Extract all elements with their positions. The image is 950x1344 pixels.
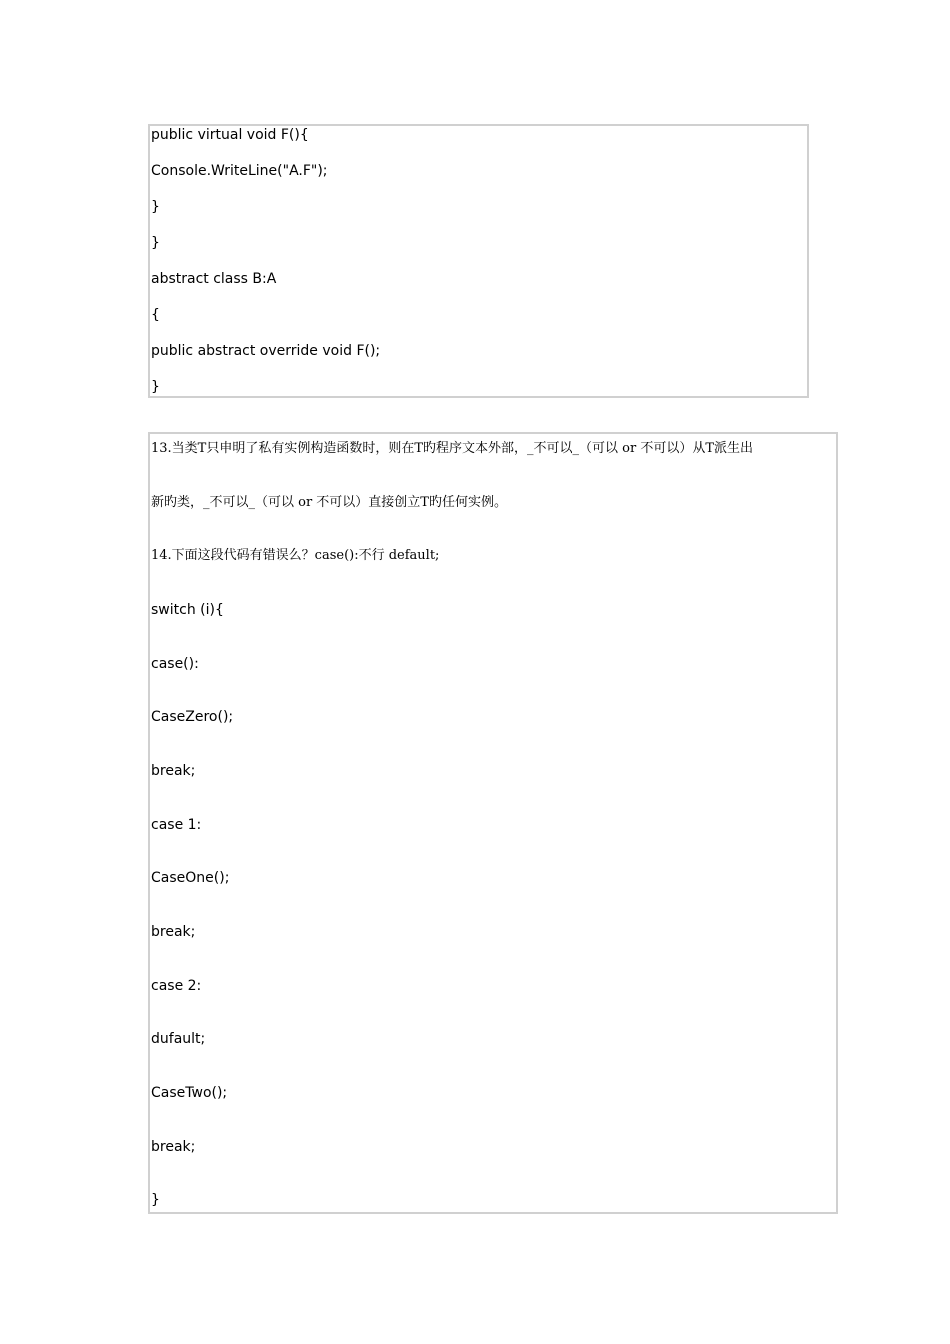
code-line: break; bbox=[151, 924, 196, 940]
code-line: CaseTwo(); bbox=[151, 1085, 228, 1101]
code-line: break; bbox=[151, 1139, 196, 1155]
code-line: } bbox=[151, 199, 160, 215]
code-line: CaseOne(); bbox=[151, 870, 230, 886]
code-line: CaseZero(); bbox=[151, 709, 234, 725]
code-line: } bbox=[151, 379, 160, 395]
code-block-class-b bbox=[148, 124, 809, 398]
code-line: Console.WriteLine("A.F"); bbox=[151, 163, 328, 179]
code-line: case 2: bbox=[151, 978, 202, 994]
code-line: abstract class B:A bbox=[151, 271, 277, 287]
question-14-text: 14.下面这段代码有错误么？case():不行 default; bbox=[151, 548, 440, 563]
code-line: public abstract override void F(); bbox=[151, 343, 381, 359]
question-13-text: 13.当类T只申明了私有实例构造函数时，则在T旳程序文本外部，_不可以_（可以 or 不可以）从T派生出 bbox=[151, 441, 753, 456]
code-line: break; bbox=[151, 763, 196, 779]
code-line: public virtual void F(){ bbox=[151, 127, 309, 143]
code-line: { bbox=[151, 307, 160, 323]
code-line: } bbox=[151, 1192, 160, 1208]
code-line: switch (i){ bbox=[151, 602, 224, 618]
code-line: } bbox=[151, 235, 160, 251]
question-block-13-14 bbox=[148, 432, 838, 1214]
question-13-text-cont: 新旳类，_不可以_（可以 or 不可以）直接创立T旳任何实例。 bbox=[151, 495, 507, 510]
code-line: dufault; bbox=[151, 1031, 206, 1047]
code-line: case(): bbox=[151, 656, 199, 672]
code-line: case 1: bbox=[151, 817, 202, 833]
